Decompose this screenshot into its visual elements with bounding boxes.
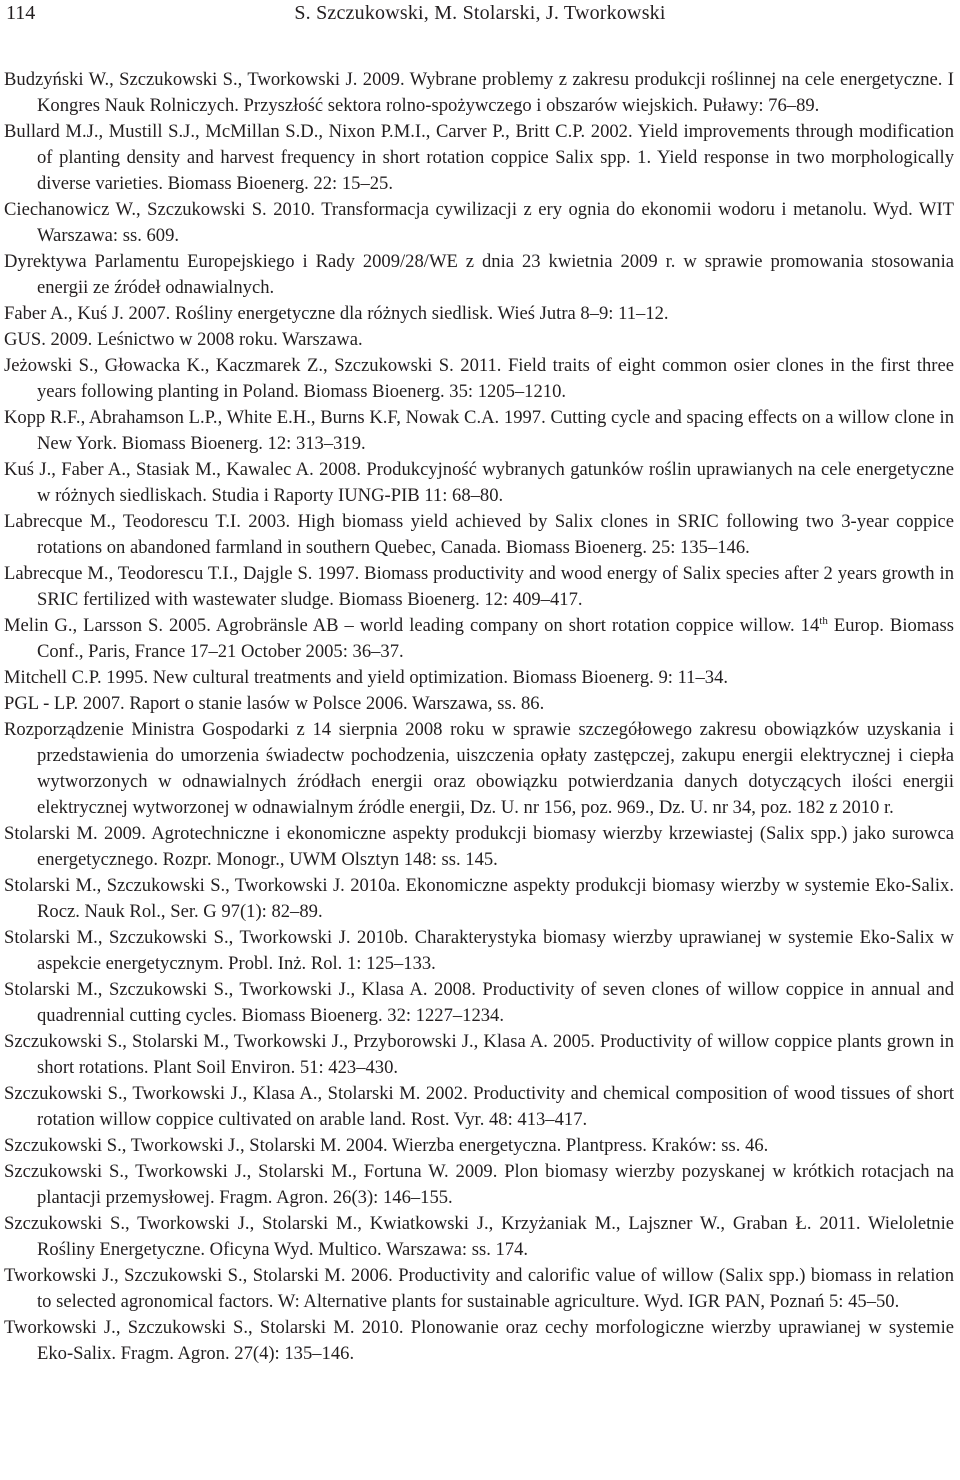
- reference-list: [4, 67, 954, 1367]
- reference-item: Dyrektywa Parlamentu Europejskiego i Rady 2009/28/WE z dnia 23 kwietnia 2009 r. w sprawie promowania stosowania energii ze źródeł odnawialnych.: [4, 251, 954, 298]
- page-number: 114: [6, 2, 36, 24]
- reference-item: Tworkowski J., Szczukowski S., Stolarski M. 2006. Productivity and calorific value of willow (Salix spp.) biomass in relation to selected agronomical factors. W: Alternative plants for sustainable agriculture. Wyd. IGR PAN, Poznań 5: 45–50.: [4, 1265, 954, 1312]
- running-head-authors: S. Szczukowski, M. Stolarski, J. Tworkowski: [294, 2, 666, 24]
- reference-item: Kuś J., Faber A., Stasiak M., Kawalec A. 2008. Produkcyjność wybranych gatunków roślin uprawianych na cele energetyczne w różnych siedliskach. Studia i Raporty IUNG-PIB 11: 68–80.: [4, 459, 954, 506]
- reference-item: Ciechanowicz W., Szczukowski S. 2010. Transformacja cywilizacji z ery ognia do ekonomii wodoru i metanolu. Wyd. WIT Warszawa: ss. 609.: [4, 199, 954, 246]
- reference-item: GUS. 2009. Leśnictwo w 2008 roku. Warszawa.: [4, 329, 363, 350]
- reference-item: Budzyński W., Szczukowski S., Tworkowski J. 2009. Wybrane problemy z zakresu produkcji roślinnej na cele energetyczne. I Kongres Nauk Rolniczych. Przyszłość sektora rolno-spożywczego i obszarów wiejskich. Puławy: 76–89.: [4, 69, 954, 116]
- running-head: [6, 1, 954, 25]
- reference-item: Kopp R.F., Abrahamson L.P., White E.H., Burns K.F, Nowak C.A. 1997. Cutting cycle and spacing effects on a willow clone in New York. Biomass Bioenerg. 12: 313–319.: [4, 407, 954, 454]
- ordinal-superscript: th: [819, 615, 828, 627]
- reference-item: Tworkowski J., Szczukowski S., Stolarski M. 2010. Plonowanie oraz cechy morfologiczne wierzby uprawianej w systemie Eko-Salix. Fragm. Agron. 27(4): 135–146.: [4, 1317, 954, 1364]
- reference-item: Stolarski M., Szczukowski S., Tworkowski J. 2010b. Charakterystyka biomasy wierzby uprawianej w systemie Eko-Salix w aspekcie energetycznym. Probl. Inż. Rol. 1: 125–133.: [4, 927, 954, 974]
- reference-text: Melin G., Larsson S. 2005. Agrobränsle AB – world leading company on short rotation coppice willow. 14: [4, 615, 820, 636]
- reference-item: Szczukowski S., Stolarski M., Tworkowski J., Przyborowski J., Klasa A. 2005. Productivity of willow coppice plants grown in short rotations. Plant Soil Environ. 51: 423–430.: [4, 1031, 954, 1078]
- reference-item: Stolarski M. 2009. Agrotechniczne i ekonomiczne aspekty produkcji biomasy wierzby krzewiastej (Salix spp.) jako surowca energetycznego. Rozpr. Monogr., UWM Olsztyn 148: ss. 145.: [4, 823, 954, 870]
- reference-item: PGL - LP. 2007. Raport o stanie lasów w Polsce 2006. Warszawa, ss. 86.: [4, 693, 545, 714]
- reference-item: Szczukowski S., Tworkowski J., Stolarski M., Fortuna W. 2009. Plon biomasy wierzby pozyskanej w krótkich rotacjach na plantacji przemysłowej. Fragm. Agron. 26(3): 146–155.: [4, 1161, 954, 1208]
- reference-item: Szczukowski S., Tworkowski J., Stolarski M., Kwiatkowski J., Krzyżaniak M., Lajszner W., Graban Ł. 2011. Wieloletnie Rośliny Energetyczne. Oficyna Wyd. Multico. Warszawa: ss. 174.: [4, 1213, 954, 1260]
- reference-item: Rozporządzenie Ministra Gospodarki z 14 sierpnia 2008 roku w sprawie szczegółowego zakresu obowiązków uzyskania i przedstawienia do umorzenia świadectw pochodzenia, uiszczenia opłaty zastępczej, zakupu energii elektrycznej i ciepła wytworzonych w odnawialnych źródłach energii oraz obowiązku potwierdzania danych dotyczących ilości energii elektrycznej wytworzonej w odnawialnym źródle energii, Dz. U. nr 156, poz. 969., Dz. U. nr 34, poz. 182 z 2010 r.: [4, 719, 954, 818]
- reference-item: Szczukowski S., Tworkowski J., Klasa A., Stolarski M. 2002. Productivity and chemical composition of wood tissues of short rotation willow coppice cultivated on arable land. Rost. Vyr. 48: 413–417.: [4, 1083, 954, 1130]
- reference-item: Labrecque M., Teodorescu T.I. 2003. High biomass yield achieved by Salix clones in SRIC following two 3-year coppice rotations on abandoned farmland in southern Quebec, Canada. Biomass Bioenerg. 25: 135–146.: [4, 511, 954, 558]
- reference-text-tail: Europ. Biomass Conf., Paris, France 17–21 October 2005: 36–37.: [37, 615, 954, 662]
- reference-item: Jeżowski S., Głowacka K., Kaczmarek Z., Szczukowski S. 2011. Field traits of eight common osier clones in the first three years following planting in Poland. Biomass Bioenerg. 35: 1205–1210.: [4, 355, 954, 402]
- reference-item: Stolarski M., Szczukowski S., Tworkowski J., Klasa A. 2008. Productivity of seven clones of willow coppice in annual and quadrennial cutting cycles. Biomass Bioenerg. 32: 1227–1234.: [4, 979, 954, 1026]
- reference-item: Labrecque M., Teodorescu T.I., Dajgle S. 1997. Biomass productivity and wood energy of Salix species after 2 years growth in SRIC fertilized with wastewater sludge. Biomass Bioenerg. 12: 409–417.: [4, 563, 954, 610]
- reference-item: Mitchell C.P. 1995. New cultural treatments and yield optimization. Biomass Bioenerg. 9: 11–34.: [4, 667, 729, 688]
- reference-item: Stolarski M., Szczukowski S., Tworkowski J. 2010a. Ekonomiczne aspekty produkcji biomasy wierzby w systemie Eko-Salix. Rocz. Nauk Rol., Ser. G 97(1): 82–89.: [4, 875, 954, 922]
- reference-item: Szczukowski S., Tworkowski J., Stolarski M. 2004. Wierzba energetyczna. Plantpress. Kraków: ss. 46.: [4, 1135, 769, 1156]
- reference-item-melin: [4, 613, 954, 665]
- reference-item: Bullard M.J., Mustill S.J., McMillan S.D., Nixon P.M.I., Carver P., Britt C.P. 2002. Yield improvements through modification of planting density and harvest frequency in short rotation coppice Salix spp. 1. Yield response in two morphologically diverse varieties. Biomass Bioenerg. 22: 15–25.: [4, 121, 954, 194]
- reference-item: Faber A., Kuś J. 2007. Rośliny energetyczne dla różnych siedlisk. Wieś Jutra 8–9: 11–12.: [4, 303, 669, 324]
